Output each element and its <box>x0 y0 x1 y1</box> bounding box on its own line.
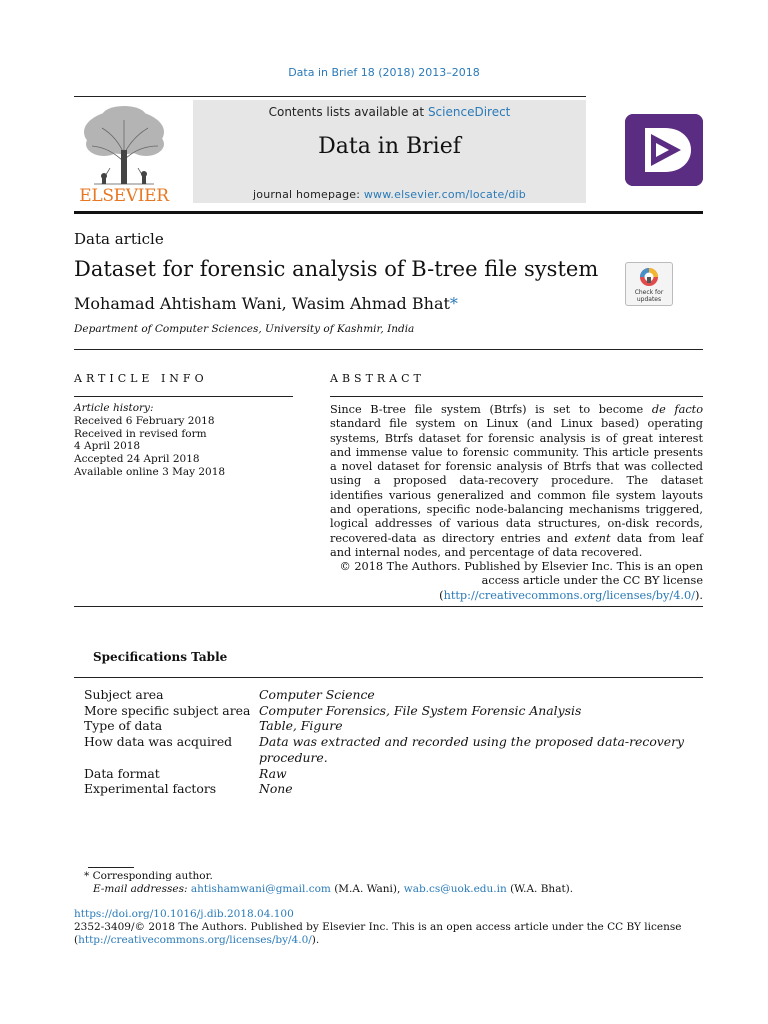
license-line: access article under the CC BY license <box>481 574 703 588</box>
journal-homepage-line <box>193 188 586 201</box>
header-top-rule <box>74 96 586 97</box>
license-link[interactable]: http://creativecommons.org/licenses/by/4.0/ <box>443 588 695 602</box>
abstract-part: Since B-tree file system (Btrfs) is set to become <box>330 403 652 416</box>
article-info-rule <box>74 396 293 397</box>
history-item: Received 6 February 2018 <box>74 414 215 427</box>
journal-name: Data in Brief <box>318 134 461 159</box>
spec-value: Raw <box>259 765 287 781</box>
license-line: © 2018 The Authors. Published by Elsevier Inc. This is an open <box>339 560 703 573</box>
table-row <box>84 718 694 734</box>
affiliation: Department of Computer Sciences, University of Kashmir, India <box>74 323 415 335</box>
check-for-updates-icon[interactable] <box>625 262 673 306</box>
license-open-paren: ( <box>439 588 444 602</box>
author-names: Mohamad Ahtisham Wani, Wasim Ahmad Bhat <box>74 294 450 313</box>
homepage-prefix: journal homepage: <box>253 188 364 201</box>
table-row <box>84 703 694 719</box>
email-owner: (W.A. Bhat). <box>506 883 574 895</box>
spec-value: Table, Figure <box>259 718 343 734</box>
spec-value: None <box>259 781 293 797</box>
contents-prefix: Contents lists available at <box>268 105 428 119</box>
sciencedirect-link[interactable]: ScienceDirect <box>427 105 511 119</box>
spec-key: Type of data <box>84 718 163 734</box>
header-thick-rule <box>74 211 703 214</box>
abstract-end-rule <box>74 606 703 607</box>
spec-value: Data was extracted and recorded using the proposed data-recovery procedure. <box>259 734 685 765</box>
specifications-table <box>84 687 694 797</box>
elsevier-wordmark: ELSEVIER <box>79 186 169 206</box>
email-label: E-mail addresses: <box>93 883 188 895</box>
article-history <box>74 402 225 479</box>
footnote-rule <box>88 867 134 868</box>
doi-link[interactable]: https://doi.org/10.1016/j.dib.2018.04.100 <box>74 908 294 920</box>
abstract-rule <box>330 396 703 397</box>
abstract-emphasis: extent <box>574 531 611 545</box>
table-row <box>84 781 694 797</box>
corresponding-author-mark[interactable]: * <box>449 294 458 313</box>
svg-text:updates: updates <box>636 296 662 303</box>
history-item: 4 April 2018 <box>74 440 141 453</box>
abstract-license <box>330 560 703 603</box>
article-title: Dataset for forensic analysis of B-tree file system <box>74 257 599 281</box>
copyright-license-line <box>74 934 319 946</box>
table-row <box>84 766 694 782</box>
email-link-bhat[interactable]: wab.cs@uok.edu.in <box>403 883 507 895</box>
spec-value: Computer Forensics, File System Forensic Analysis <box>259 702 582 718</box>
spec-key: Experimental factors <box>84 781 217 797</box>
license-close-paren: ). <box>695 588 703 602</box>
svg-text:Check for: Check for <box>634 289 664 296</box>
table-row <box>84 734 694 765</box>
contents-availability-line <box>193 105 586 119</box>
abstract-heading: ABSTRACT <box>330 372 425 385</box>
article-type: Data article <box>74 230 164 248</box>
email-link-wani[interactable]: ahtishamwani@gmail.com <box>190 883 331 895</box>
license-link-line <box>330 589 703 603</box>
abstract-text <box>330 403 703 560</box>
data-in-brief-logo-icon[interactable] <box>625 114 703 186</box>
specifications-title: Specifications Table <box>93 650 228 664</box>
spec-value: Computer Science <box>259 687 375 702</box>
history-item: Available online 3 May 2018 <box>74 465 226 478</box>
spec-key: More specific subject area <box>84 702 251 718</box>
table-row <box>84 687 694 703</box>
specifications-rule <box>74 677 703 678</box>
spec-key: Subject area <box>84 687 164 702</box>
copyright-license-link[interactable]: http://creativecommons.org/licenses/by/4.0/ <box>78 934 312 946</box>
copyright-line: 2352-3409/© 2018 The Authors. Published by Elsevier Inc. This is an open access article under the CC BY license <box>74 921 682 933</box>
copyright-close-paren: ). <box>311 934 320 946</box>
copyright-open-paren: ( <box>74 934 79 946</box>
abstract-part: standard file system on Linux (and Linux based) operating systems, Btrfs dataset for forensic analysis is of great interest and immense value to forensic community. This article presents a novel dataset for forensic analysis of Btrfs that was collected using a proposed data-recovery procedure. The dataset identifies various generalized and common file system layouts and operations, specific node-balancing mechanisms triggered, logical addresses of various data structures, on-disk records, recovered-data as directory entries and <box>330 417 703 545</box>
history-item: Received in revised form <box>74 427 207 440</box>
spec-key: How data was acquired <box>84 734 233 750</box>
authors <box>74 294 458 313</box>
journal-reference-link[interactable]: Data in Brief 18 (2018) 2013–2018 <box>288 66 480 79</box>
affiliation-rule <box>74 349 703 350</box>
email-addresses <box>93 883 573 895</box>
history-label: Article history: <box>74 402 154 414</box>
abstract-emphasis: de facto <box>651 403 703 416</box>
article-info-heading: ARTICLE INFO <box>74 372 208 385</box>
corresponding-author-note: * Corresponding author. <box>84 870 213 882</box>
journal-homepage-link[interactable]: www.elsevier.com/locate/dib <box>363 188 526 201</box>
spec-key: Data format <box>84 765 160 781</box>
email-owner: (M.A. Wani), <box>330 883 404 895</box>
history-item: Accepted 24 April 2018 <box>74 453 200 466</box>
abstract-part: data from leaf and internal nodes, and percentage of data recovered. <box>330 531 703 559</box>
